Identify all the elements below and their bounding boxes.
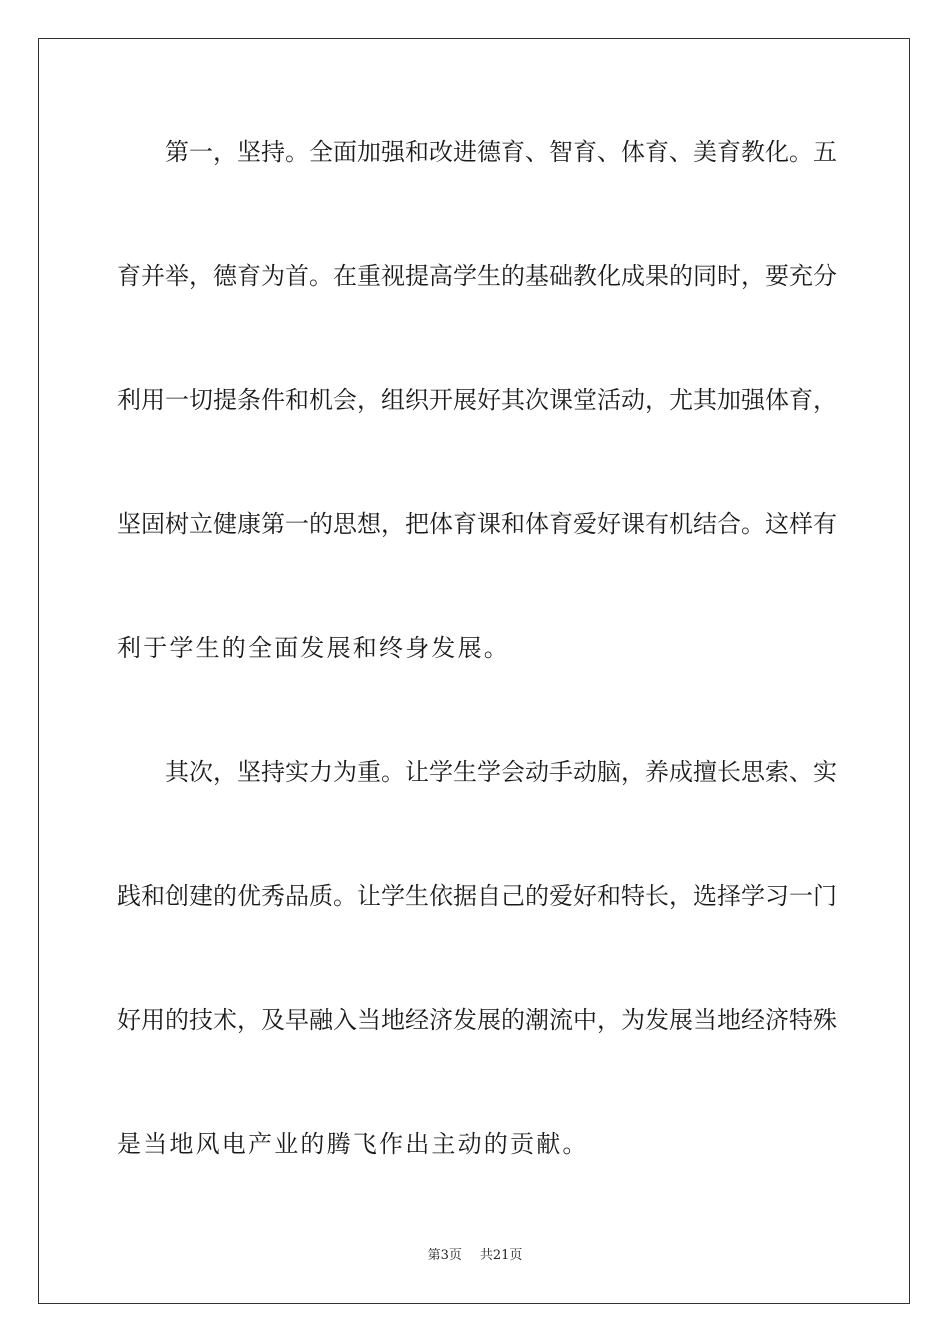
paragraph-1-line-4: 坚固树立健康第一的思想，把体育课和体育爱好课有机结合。这样有	[117, 510, 837, 538]
page-footer	[0, 1247, 950, 1265]
paragraph-2-line-2: 践和创建的优秀品质。让学生依据自己的爱好和特长，选择学习一门	[117, 882, 837, 910]
paragraph-2-line-4: 是当地风电产业的腾飞作出主动的贡献。	[117, 1130, 589, 1158]
paragraph-2-line-1: 其次，坚持实力为重。让学生学会动手动脑，养成擅长思索、实	[165, 758, 837, 786]
paragraph-1-line-3: 利用一切提条件和机会，组织开展好其次课堂活动，尤其加强体育，	[117, 386, 837, 414]
paragraph-2-line-3: 好用的技术，及早融入当地经济发展的潮流中，为发展当地经济特殊	[117, 1006, 837, 1034]
page-border	[38, 38, 910, 1304]
paragraph-1-line-2: 育并举，德育为首。在重视提高学生的基础教化成果的同时，要充分	[117, 262, 837, 290]
paragraph-1-line-5: 利于学生的全面发展和终身发展。	[117, 634, 510, 662]
paragraph-1-line-1: 第一，坚持。全面加强和改进德育、智育、体育、美育教化。五	[165, 138, 837, 166]
page-number: 第3页	[427, 1248, 462, 1263]
page-total: 共21页	[479, 1248, 523, 1263]
